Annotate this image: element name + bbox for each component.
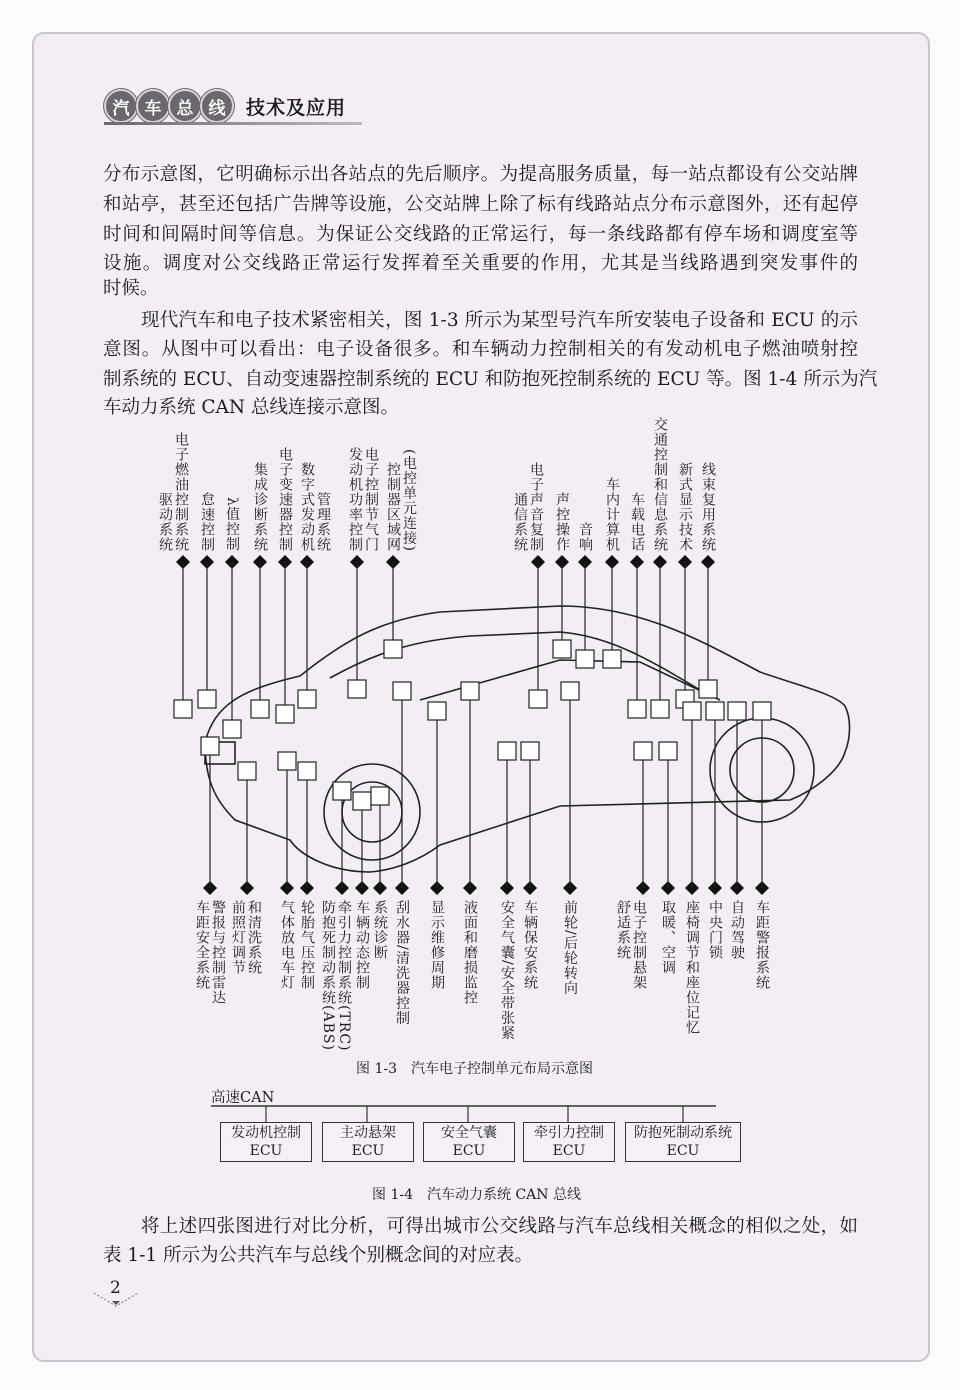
label-column: 电子控制悬架 (631, 900, 647, 990)
component-label (230, 900, 262, 975)
running-header (104, 86, 346, 126)
text-line: 设施。调度对公交线路正常运行发挥着至关重要的作用，尤其是当线路遇到突发事件的 (103, 253, 858, 274)
component-label (604, 477, 620, 552)
series-logo (104, 89, 232, 123)
component-label (522, 900, 538, 990)
component-label (660, 900, 676, 975)
component-label (277, 447, 293, 552)
component-label (707, 900, 723, 960)
label-column: 气体放电车灯 (279, 900, 295, 990)
label-column: 车距安全系统 (194, 900, 210, 990)
page-number: 2 (110, 1278, 121, 1298)
label-column: 前轮/后轮转向 (562, 900, 578, 996)
ecu-sub: ECU (666, 1143, 700, 1159)
label-column: 警报与控制雷达 (210, 900, 226, 1005)
label-column: 牵引力控制系统(TRC) (336, 900, 352, 1052)
label-column: λ值控制 (224, 497, 240, 552)
label-column: 防抱死制动系统(ABS) (320, 900, 336, 1051)
component-label (252, 462, 268, 552)
logo-char: 汽 (104, 89, 138, 123)
component-label (512, 462, 544, 552)
label-column: 车载电话 (629, 492, 645, 552)
label-column: 显示维修周期 (429, 900, 445, 990)
component-label (499, 900, 515, 1041)
text-line: 现代汽车和电子技术紧密相关，图 1-3 所示为某型号汽车所安装电子设备和 ECU 的示 (141, 310, 858, 331)
label-column: 电子声音复制 (528, 462, 544, 552)
label-column: 车辆保安系统 (522, 900, 538, 990)
ecu-sub: ECU (452, 1143, 486, 1159)
header-rule (104, 122, 362, 125)
label-column: 驱动系统 (157, 492, 173, 552)
component-label (577, 522, 593, 552)
label-column: 车辆动态控制 (354, 900, 370, 990)
component-label (299, 462, 331, 552)
component-label (729, 900, 745, 960)
ecu-name: 安全气囊 (441, 1125, 497, 1141)
text-line: 分布示意图，它明确标示出各站点的先后顺序。为提高服务质量，每一站点都设有公交站牌 (103, 164, 858, 185)
component-label (462, 900, 478, 1005)
component-label (385, 449, 417, 552)
can-bus-label: 高速CAN (211, 1090, 275, 1106)
component-label (372, 900, 388, 960)
label-column: 新式显示技术 (677, 462, 693, 552)
logo-char: 线 (200, 89, 234, 123)
label-column: 自动驾驶 (729, 900, 745, 960)
label-column: 交通控制和信息系统 (652, 417, 668, 552)
label-column: 电子燃油控制系统 (173, 432, 189, 552)
label-column: 轮胎气压控制 (299, 900, 315, 990)
ecu-sub: ECU (351, 1143, 385, 1159)
label-column: 车距警报系统 (754, 900, 770, 990)
label-column: 和清洗系统 (246, 900, 262, 975)
ecu-name: 牵引力控制 (534, 1125, 604, 1141)
component-label (684, 900, 700, 1035)
label-column: 管理系统 (315, 492, 331, 552)
label-column: 电子控制节气门 (363, 447, 379, 552)
label-column: (电控单元连接) (401, 449, 417, 552)
label-column: 中央门锁 (707, 900, 723, 960)
label-column: 通信系统 (512, 492, 528, 552)
ecu-name: 主动悬架 (340, 1125, 396, 1141)
ecu-box (625, 1122, 741, 1162)
label-column: 集成诊断系统 (252, 462, 268, 552)
component-label (429, 900, 445, 990)
label-column: 数字式发动机 (299, 462, 315, 552)
label-column: 系统诊断 (372, 900, 388, 960)
component-label (652, 417, 668, 552)
component-label (279, 900, 295, 990)
text-line: 表 1-1 所示为公共汽车与总线个别概念间的对应表。 (103, 1245, 534, 1266)
component-label (629, 492, 645, 552)
label-column: 线束复用系统 (700, 462, 716, 552)
component-label (299, 900, 315, 990)
label-column: 液面和磨损监控 (462, 900, 478, 1005)
logo-char: 车 (136, 89, 170, 123)
component-label (754, 900, 770, 990)
label-column: 前照灯调节 (230, 900, 246, 975)
label-column: 控制器区域网 (385, 462, 401, 552)
text-line: 制系统的 ECU、自动变速器控制系统的 ECU 和防抱死控制系统的 ECU 等。图 1-4 所示为汽 (103, 369, 878, 390)
logo-char: 总 (168, 89, 202, 123)
text-line: 和站亭，甚至还包括广告牌等设施，公交站牌上除了标有线路站点分布示意图外，还有起停 (103, 194, 858, 215)
ecu-name: 防抱死制动系统 (634, 1125, 732, 1141)
component-label (347, 447, 379, 552)
label-column: 电子变速器控制 (277, 447, 293, 552)
book-title: 技术及应用 (246, 96, 347, 119)
component-label (224, 497, 240, 552)
text-line: 时候。 (103, 278, 159, 299)
label-column: 车内计算机 (604, 477, 620, 552)
label-column: 声控操作 (554, 492, 570, 552)
figure-1-3-caption: 图 1-3 汽车电子控制单元布局示意图 (356, 1061, 593, 1077)
ecu-sub: ECU (249, 1143, 283, 1159)
component-label (157, 432, 189, 552)
component-label (562, 900, 578, 996)
component-label (320, 900, 352, 1052)
component-label (554, 492, 570, 552)
label-column: 舒适系统 (615, 900, 631, 960)
component-label (194, 900, 226, 1005)
component-label (199, 492, 215, 552)
text-line: 将上述四张图进行对比分析，可得出城市公交线路与汽车总线相关概念的相似之处，如 (141, 1216, 858, 1237)
component-label (700, 462, 716, 552)
text-line: 意图。从图中可以看出：电子设备很多。和车辆动力控制相关的有发动机电子燃油喷射控 (103, 339, 858, 360)
component-label (615, 900, 647, 990)
label-column: 取暖、空调 (660, 900, 676, 975)
label-column: 音响 (577, 522, 593, 552)
ecu-box (220, 1122, 312, 1162)
ecu-box (523, 1122, 615, 1162)
ecu-box (322, 1122, 414, 1162)
component-label (677, 462, 693, 552)
component-label (354, 900, 370, 990)
label-column: 座椅调节和座位记忆 (684, 900, 700, 1035)
ecu-name: 发动机控制 (231, 1125, 301, 1141)
text-line: 车动力系统 CAN 总线连接示意图。 (103, 397, 399, 418)
label-column: 刮水器/清洗器控制 (394, 900, 410, 1026)
label-column: 安全气囊/安全带张紧 (499, 900, 515, 1041)
component-label (394, 900, 410, 1026)
label-column: 怠速控制 (199, 492, 215, 552)
ecu-box (423, 1122, 515, 1162)
figure-1-4-caption: 图 1-4 汽车动力系统 CAN 总线 (372, 1187, 581, 1203)
label-column: 发动机功率控制 (347, 447, 363, 552)
ecu-sub: ECU (552, 1143, 586, 1159)
text-line: 时间和间隔时间等信息。为保证公交线路的正常运行，每一条线路都有停车场和调度室等 (103, 224, 858, 245)
